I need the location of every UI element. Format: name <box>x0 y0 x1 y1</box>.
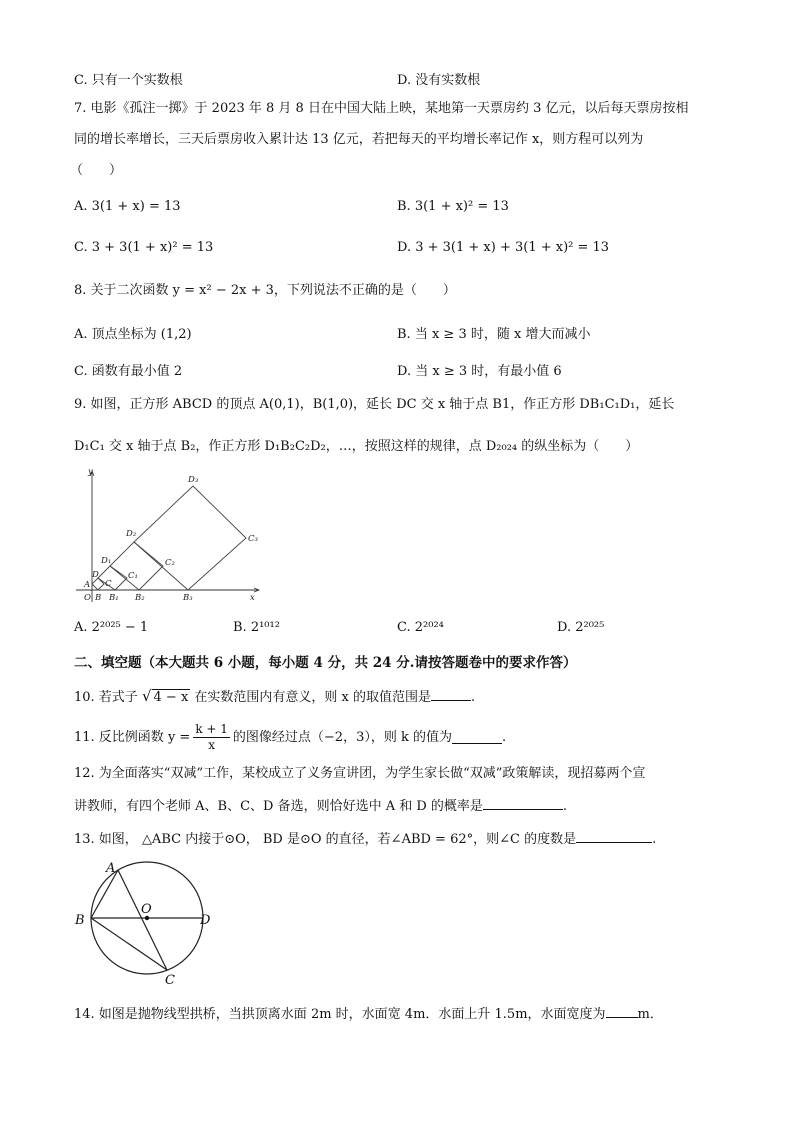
q10-radicand: 4 − x <box>153 690 189 705</box>
q14-answer-blank[interactable] <box>606 1005 638 1018</box>
label-b1: B₁ <box>109 593 119 603</box>
q11-numerator: k + 1 <box>195 722 228 736</box>
q13-text: 13. 如图， △ABC 内接于⊙O， BD 是⊙O 的直径，若∠ABD = 62°，则∠C 的度数是 <box>74 832 577 847</box>
square-db1c1d1 <box>98 566 127 590</box>
q12-answer-blank[interactable] <box>483 797 563 810</box>
label-c3: C₃ <box>248 534 258 544</box>
label-c: C <box>105 579 112 589</box>
segment-ab <box>91 870 118 918</box>
label-y: y <box>88 467 93 477</box>
q7-option-b: B. 3(1 + x)² = 13 <box>397 199 509 214</box>
q11-end: . <box>501 729 507 745</box>
q8-option-c: C. 函数有最小值 2 <box>74 364 183 379</box>
segment-bc <box>91 918 167 970</box>
q8-option-b: B. 当 x ≥ 3 时，随 x 增大而减小 <box>397 327 591 342</box>
q9-stem-line2: D₁C₁ 交 x 轴于点 B₂，作正方形 D₁B₂C₂D₂，…，按照这样的规律，点 D₂₀₂₄ 的纵坐标为（ ） <box>74 439 639 454</box>
q8-option-a: A. 顶点坐标为 (1,2) <box>74 327 192 342</box>
q8-stem: 8. 关于二次函数 y = x² − 2x + 3，下列说法不正确的是（ ） <box>74 283 456 298</box>
q7-option-d: D. 3 + 3(1 + x) + 3(1 + x)² = 13 <box>397 240 610 255</box>
q13-circle-figure <box>70 858 220 988</box>
q11-denominator: x <box>208 738 215 752</box>
q9-option-a: A. 2²⁰²⁵ − 1 <box>74 620 149 635</box>
q13-answer-blank[interactable] <box>576 830 652 843</box>
segment-ac <box>118 870 167 970</box>
q8-option-d: D. 当 x ≥ 3 时，有最小值 6 <box>397 364 562 379</box>
q9-squares-figure <box>70 466 270 608</box>
q11-answer-blank[interactable] <box>452 731 502 744</box>
q11-pre: 11. 反比例函数 y = <box>74 729 191 745</box>
q12-line1: 12. 为全面落实“双减”工作，某校成立了义务宣讲团，为学生家长做“双减”政策解读，现招募两个宣 <box>74 766 646 781</box>
label-o: O <box>141 902 152 917</box>
q12-line2 <box>74 797 567 815</box>
section-2-heading: 二、填空题（本大题共 6 小题，每小题 4 分，共 24 分.请按答题卷中的要求作答） <box>74 655 577 671</box>
q12-line2-text: 讲教师，有四个老师 A、B、C、D 备选，则恰好选中 A 和 D 的概率是 <box>74 799 483 814</box>
q10 <box>74 687 475 706</box>
q12-end: . <box>562 799 568 814</box>
q6-option-c: C. 只有一个实数根 <box>74 73 183 88</box>
q6-option-d: D. 没有实数根 <box>397 73 481 88</box>
label-d: D <box>92 570 99 580</box>
q14 <box>74 1005 663 1023</box>
label-o: O <box>84 593 91 603</box>
label-a: A <box>84 580 91 590</box>
q9-stem-line1: 9. 如图，正方形 ABCD 的顶点 A(0,1)，B(1,0)，延长 DC 交 x 轴于点 B1，作正方形 DB₁C₁D₁，延长 <box>74 397 675 412</box>
label-d3: D₃ <box>188 475 199 485</box>
label-a: A <box>106 861 116 876</box>
q11 <box>74 722 506 753</box>
q10-end: . <box>471 690 476 705</box>
q14-end: m． <box>637 1007 663 1022</box>
q9-option-d: D. 2²⁰²⁵ <box>557 620 605 635</box>
q11-fraction <box>193 722 230 753</box>
label-c2: C₂ <box>165 558 175 568</box>
label-d: D <box>200 913 211 928</box>
q7-stem-line1: 7. 电影《孤注一掷》于 2023 年 8 月 8 日在中国大陆上映，某地第一天票房约 3 亿元，以后每天票房按相 <box>74 101 689 116</box>
sqrt-icon: √ <box>141 687 152 705</box>
q10-answer-blank[interactable] <box>431 688 471 701</box>
q10-pre: 10. 若式子 <box>74 690 142 705</box>
q13 <box>74 830 656 848</box>
label-b2: B₂ <box>135 593 145 603</box>
q7-stem-paren: （ ） <box>70 163 123 178</box>
q7-stem-line2: 同的增长率增长，三天后票房收入累计达 13 亿元，若把每天的平均增长率记作 x，则方程可以列为 <box>74 132 644 147</box>
label-d2: D₂ <box>126 529 137 539</box>
label-b: B <box>75 913 85 928</box>
square-d1b2c2d2 <box>110 542 163 590</box>
q9-option-b: B. 2¹⁰¹² <box>233 620 280 635</box>
label-x: x <box>250 593 255 603</box>
q10-post: 在实数范围内有意义，则 x 的取值范围是 <box>190 690 432 705</box>
square-d2b3c3d3 <box>134 486 246 590</box>
q11-post: 的图像经过点（−2，3），则 k 的值为 <box>232 729 452 745</box>
q7-option-a: A. 3(1 + x) = 13 <box>74 199 181 214</box>
label-b: B <box>95 593 102 603</box>
label-d1: D₁ <box>101 556 112 566</box>
label-b3: B₃ <box>183 593 193 603</box>
q9-option-c: C. 2²⁰²⁴ <box>397 620 444 635</box>
q7-option-c: C. 3 + 3(1 + x)² = 13 <box>74 240 214 255</box>
q14-text: 14. 如图是抛物线型拱桥，当拱顶离水面 2m 时，水面宽 4m．水面上升 1.5m，水面宽度为 <box>74 1007 606 1022</box>
label-c1: C₁ <box>128 571 138 581</box>
q13-end: . <box>652 832 657 847</box>
label-c: C <box>165 973 175 988</box>
